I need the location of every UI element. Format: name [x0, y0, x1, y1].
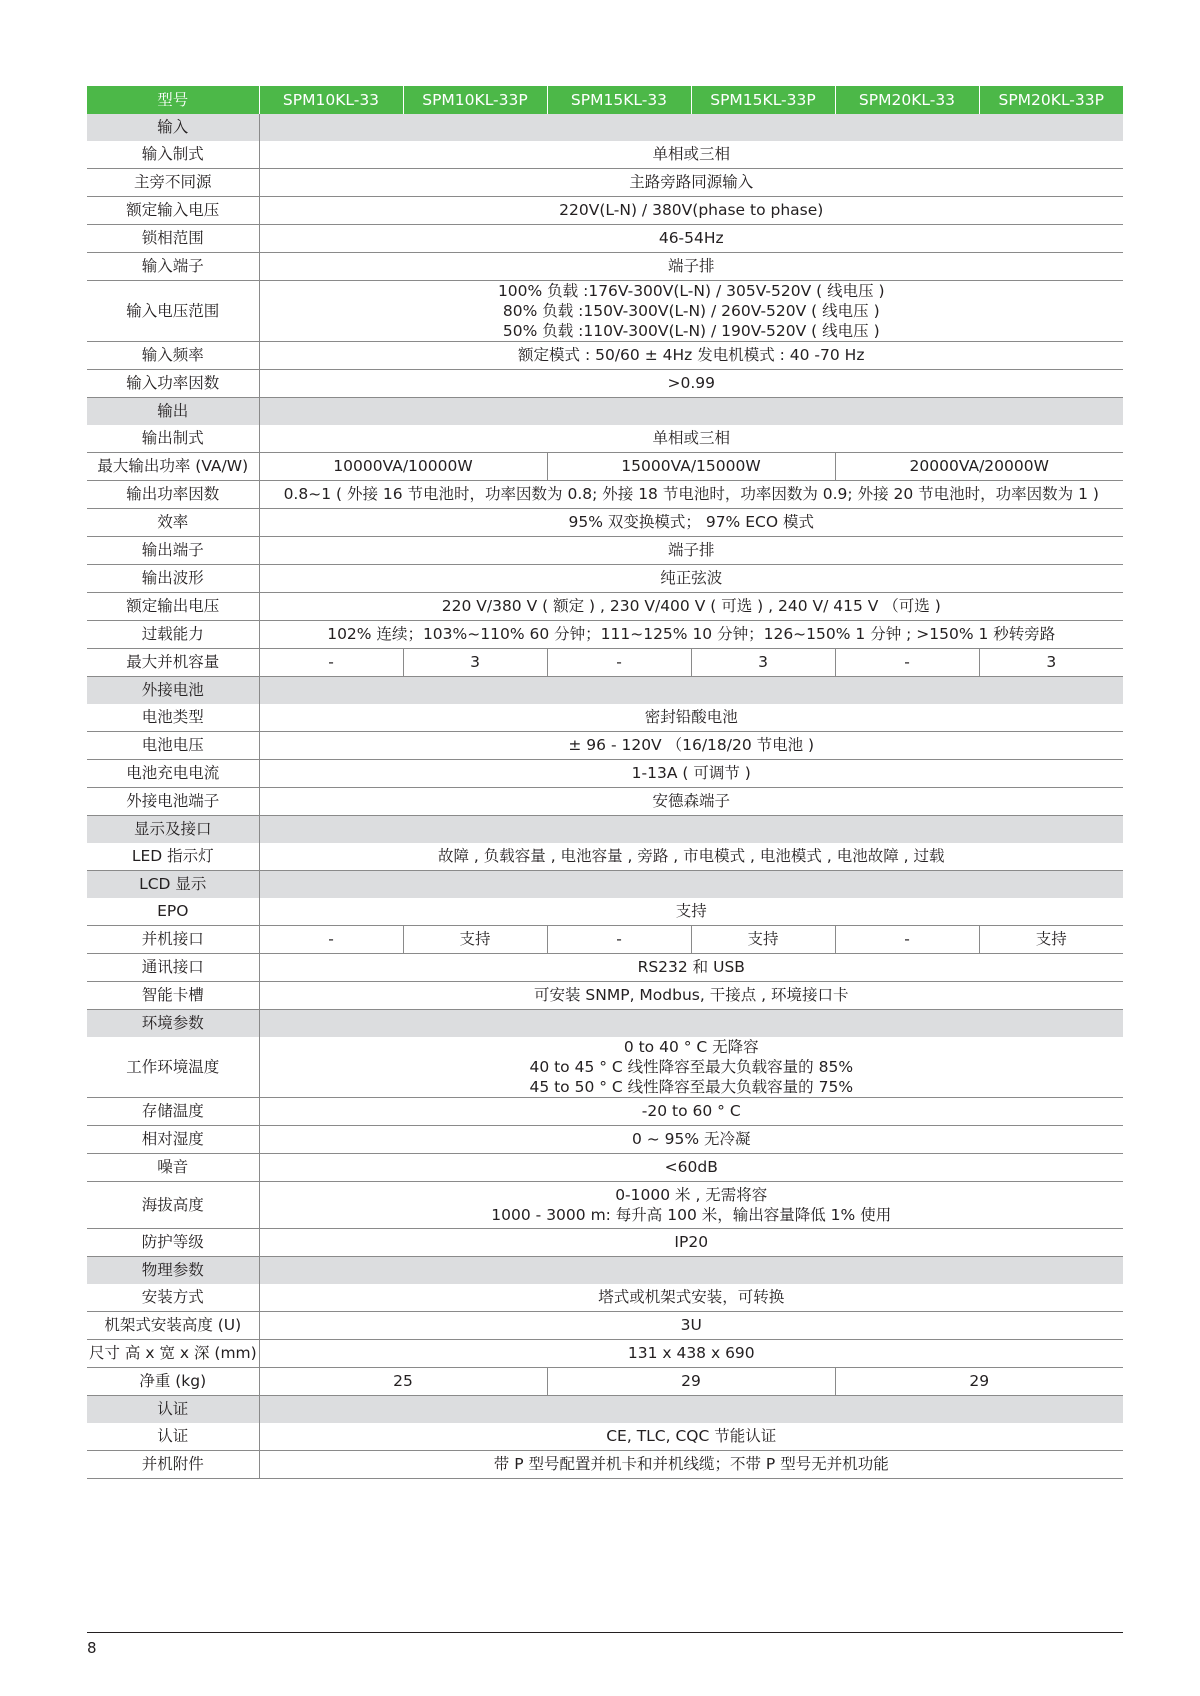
section-title: 外接电池 — [87, 677, 259, 705]
spec-row — [87, 1037, 1123, 1098]
spec-value: 102% 连续；103%~110% 60 分钟；111~125% 10 分钟；126~150% 1 分钟 ; >150% 1 秒转旁路 — [259, 621, 1123, 649]
spec-value: 131 x 438 x 690 — [259, 1340, 1123, 1368]
spec-row — [87, 954, 1123, 982]
section-row — [87, 1396, 1123, 1424]
spec-value: - — [835, 926, 979, 954]
spec-value: 25 — [259, 1368, 547, 1396]
spec-label: 通讯接口 — [87, 954, 259, 982]
spec-value: 额定模式 : 50/60 ± 4Hz 发电机模式 : 40 -70 Hz — [259, 342, 1123, 370]
spec-value: 1-13A ( 可调节 ) — [259, 760, 1123, 788]
spec-value: 3 — [403, 649, 547, 677]
section-title: 认证 — [87, 1396, 259, 1424]
section-row — [87, 677, 1123, 705]
spec-value: 3U — [259, 1312, 1123, 1340]
spec-label: 并机附件 — [87, 1451, 259, 1479]
page-number: 8 — [87, 1639, 97, 1657]
spec-value: 46-54Hz — [259, 225, 1123, 253]
header-model: SPM10KL-33 — [259, 86, 403, 114]
spec-value: 0-1000 米 , 无需将容 1000 - 3000 m: 每升高 100 米，输出容量降低 1% 使用 — [259, 1182, 1123, 1229]
spec-label: 主旁不同源 — [87, 169, 259, 197]
spec-row — [87, 1182, 1123, 1229]
spec-value: 100% 负载 :176V-300V(L-N) / 305V-520V ( 线电压 ) 80% 负载 :150V-300V(L-N) / 260V-520V ( 线电压 ) 50% 负载 :110V-300V(L-N) / 190V-520V ( 线电压 ) — [259, 281, 1123, 342]
spec-value: 支持 — [691, 926, 835, 954]
spec-row — [87, 1423, 1123, 1451]
spec-label: 并机接口 — [87, 926, 259, 954]
table-header-row — [87, 86, 1123, 114]
section-fill — [259, 1257, 1123, 1285]
spec-value: 220V(L-N) / 380V(phase to phase) — [259, 197, 1123, 225]
spec-row — [87, 370, 1123, 398]
spec-row — [87, 1451, 1123, 1479]
spec-row — [87, 732, 1123, 760]
spec-row — [87, 481, 1123, 509]
spec-value: - — [547, 926, 691, 954]
spec-label: 防护等级 — [87, 1229, 259, 1257]
spec-value: 塔式或机架式安装，可转换 — [259, 1284, 1123, 1312]
spec-label: 过载能力 — [87, 621, 259, 649]
spec-row — [87, 453, 1123, 481]
spec-row — [87, 1154, 1123, 1182]
spec-value: 密封铅酸电池 — [259, 704, 1123, 732]
spec-label: 输出功率因数 — [87, 481, 259, 509]
spec-label: 外接电池端子 — [87, 788, 259, 816]
spec-row — [87, 1126, 1123, 1154]
section-row — [87, 398, 1123, 426]
spec-value: 端子排 — [259, 253, 1123, 281]
section-row — [87, 816, 1123, 844]
spec-label: 电池充电电流 — [87, 760, 259, 788]
section-title: LCD 显示 — [87, 871, 259, 899]
spec-value: RS232 和 USB — [259, 954, 1123, 982]
section-fill — [259, 1010, 1123, 1038]
spec-label: EPO — [87, 898, 259, 926]
header-model: SPM10KL-33P — [403, 86, 547, 114]
spec-row — [87, 141, 1123, 169]
spec-row — [87, 197, 1123, 225]
spec-row — [87, 1368, 1123, 1396]
spec-value: 端子排 — [259, 537, 1123, 565]
spec-row — [87, 982, 1123, 1010]
section-row — [87, 1257, 1123, 1285]
section-title: 输出 — [87, 398, 259, 426]
spec-label: 输出制式 — [87, 425, 259, 453]
spec-label: 相对湿度 — [87, 1126, 259, 1154]
spec-value: 带 P 型号配置并机卡和并机线缆；不带 P 型号无并机功能 — [259, 1451, 1123, 1479]
spec-label: 净重 (kg) — [87, 1368, 259, 1396]
spec-value: 单相或三相 — [259, 141, 1123, 169]
spec-row — [87, 281, 1123, 342]
spec-value: 支持 — [259, 898, 1123, 926]
section-title: 物理参数 — [87, 1257, 259, 1285]
spec-value: 0 to 40 ° C 无降容 40 to 45 ° C 线性降容至最大负载容量的 85% 45 to 50 ° C 线性降容至最大负载容量的 75% — [259, 1037, 1123, 1098]
spec-value: <60dB — [259, 1154, 1123, 1182]
spec-value: -20 to 60 ° C — [259, 1098, 1123, 1126]
spec-label: 效率 — [87, 509, 259, 537]
footer-rule — [87, 1632, 1123, 1633]
spec-row — [87, 1312, 1123, 1340]
spec-label: 输出波形 — [87, 565, 259, 593]
spec-row — [87, 898, 1123, 926]
spec-value: 单相或三相 — [259, 425, 1123, 453]
spec-label: 输出端子 — [87, 537, 259, 565]
spec-label: 输入端子 — [87, 253, 259, 281]
spec-row — [87, 225, 1123, 253]
spec-value: 0 ~ 95% 无冷凝 — [259, 1126, 1123, 1154]
spec-value: 20000VA/20000W — [835, 453, 1123, 481]
spec-value: 29 — [547, 1368, 835, 1396]
section-title: 输入 — [87, 114, 259, 141]
spec-value: 29 — [835, 1368, 1123, 1396]
spec-value: - — [259, 649, 403, 677]
spec-value: 220 V/380 V ( 额定 ) , 230 V/400 V ( 可选 ) , 240 V/ 415 V （可选 ) — [259, 593, 1123, 621]
spec-row — [87, 926, 1123, 954]
spec-row — [87, 1229, 1123, 1257]
spec-row — [87, 593, 1123, 621]
spec-value: 0.8~1 ( 外接 16 节电池时，功率因数为 0.8; 外接 18 节电池时，功率因数为 0.9; 外接 20 节电池时，功率因数为 1 ) — [259, 481, 1123, 509]
spec-value: 95% 双变换模式； 97% ECO 模式 — [259, 509, 1123, 537]
spec-label: 安装方式 — [87, 1284, 259, 1312]
spec-value: 故障 , 负载容量 , 电池容量 , 旁路 , 市电模式 , 电池模式 , 电池故障 , 过载 — [259, 843, 1123, 871]
spec-row — [87, 1284, 1123, 1312]
section-fill — [259, 114, 1123, 141]
spec-row — [87, 843, 1123, 871]
spec-value: 10000VA/10000W — [259, 453, 547, 481]
spec-label: 输入电压范围 — [87, 281, 259, 342]
spec-label: 输入功率因数 — [87, 370, 259, 398]
spec-label: 尺寸 高 x 宽 x 深 (mm) — [87, 1340, 259, 1368]
section-title: 环境参数 — [87, 1010, 259, 1038]
spec-value: 3 — [691, 649, 835, 677]
spec-value: ± 96 - 120V （16/18/20 节电池 ) — [259, 732, 1123, 760]
spec-value: IP20 — [259, 1229, 1123, 1257]
header-model: SPM15KL-33 — [547, 86, 691, 114]
spec-row — [87, 760, 1123, 788]
spec-label: 噪音 — [87, 1154, 259, 1182]
spec-row — [87, 342, 1123, 370]
spec-label: 最大输出功率 (VA/W) — [87, 453, 259, 481]
spec-value: 可安装 SNMP, Modbus, 干接点 , 环境接口卡 — [259, 982, 1123, 1010]
spec-value: - — [259, 926, 403, 954]
section-fill — [259, 1396, 1123, 1424]
section-row — [87, 871, 1123, 899]
header-model: SPM20KL-33P — [979, 86, 1123, 114]
spec-row — [87, 169, 1123, 197]
header-label: 型号 — [87, 86, 259, 114]
spec-value: 15000VA/15000W — [547, 453, 835, 481]
spec-value: 主路旁路同源输入 — [259, 169, 1123, 197]
spec-label: 输入频率 — [87, 342, 259, 370]
spec-label: 锁相范围 — [87, 225, 259, 253]
spec-value: 支持 — [979, 926, 1123, 954]
section-row — [87, 114, 1123, 141]
spec-value: CE, TLC, CQC 节能认证 — [259, 1423, 1123, 1451]
spec-row — [87, 425, 1123, 453]
spec-value: 3 — [979, 649, 1123, 677]
spec-table-body — [87, 114, 1123, 1479]
spec-table — [87, 86, 1123, 1479]
section-fill — [259, 871, 1123, 899]
spec-label: 机架式安装高度 (U) — [87, 1312, 259, 1340]
spec-row — [87, 649, 1123, 677]
spec-row — [87, 1340, 1123, 1368]
spec-label: 最大并机容量 — [87, 649, 259, 677]
spec-label: 海拔高度 — [87, 1182, 259, 1229]
spec-label: 智能卡槽 — [87, 982, 259, 1010]
spec-label: 存储温度 — [87, 1098, 259, 1126]
spec-value: >0.99 — [259, 370, 1123, 398]
spec-row — [87, 509, 1123, 537]
spec-label: 认证 — [87, 1423, 259, 1451]
header-model: SPM15KL-33P — [691, 86, 835, 114]
spec-value: - — [835, 649, 979, 677]
spec-label: 输入制式 — [87, 141, 259, 169]
section-fill — [259, 398, 1123, 426]
spec-value: 纯正弦波 — [259, 565, 1123, 593]
spec-value: 支持 — [403, 926, 547, 954]
spec-label: 电池类型 — [87, 704, 259, 732]
spec-label: 额定输出电压 — [87, 593, 259, 621]
section-title: 显示及接口 — [87, 816, 259, 844]
spec-row — [87, 253, 1123, 281]
spec-label: 工作环境温度 — [87, 1037, 259, 1098]
section-fill — [259, 816, 1123, 844]
spec-row — [87, 537, 1123, 565]
spec-label: 电池电压 — [87, 732, 259, 760]
section-fill — [259, 677, 1123, 705]
spec-label: 额定输入电压 — [87, 197, 259, 225]
header-model: SPM20KL-33 — [835, 86, 979, 114]
section-row — [87, 1010, 1123, 1038]
spec-value: 安德森端子 — [259, 788, 1123, 816]
spec-row — [87, 1098, 1123, 1126]
spec-row — [87, 621, 1123, 649]
spec-label: LED 指示灯 — [87, 843, 259, 871]
spec-row — [87, 565, 1123, 593]
spec-row — [87, 788, 1123, 816]
spec-row — [87, 704, 1123, 732]
spec-value: - — [547, 649, 691, 677]
